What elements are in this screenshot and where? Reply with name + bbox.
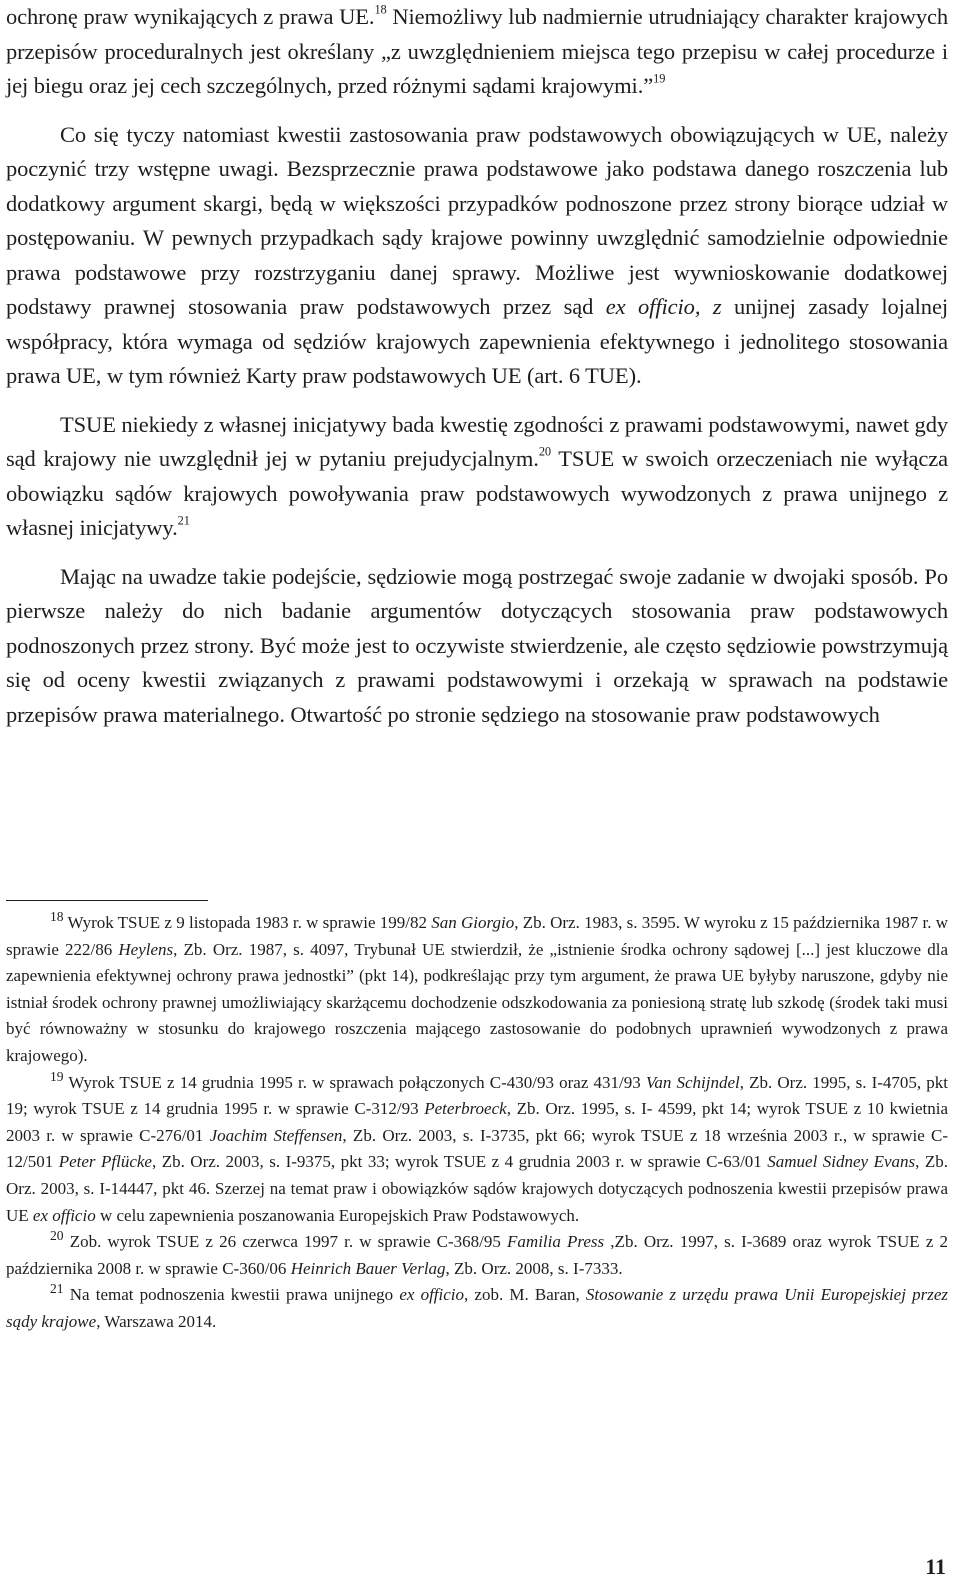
text-run: , Zb. Orz. 2003, s. I-9375, pkt 33; wyrok TSUE z 4 grudnia 2003 r. w sprawie C-63/01 xyxy=(151,1152,768,1172)
footnote-number: 21 xyxy=(50,1281,64,1297)
text-run: , Warszawa 2014. xyxy=(96,1311,217,1331)
text-run: Co się tyczy natomiast kwestii zastosowania praw podstawowych obowiązujących w UE, należy poczynić trzy wstępne uwagi. Bezsprzecznie prawa podstawowe jako podstawa danego roszczenia lub dodatkowy argument skargi, będą w większości przypadków podnoszone przez strony biorące udział w postępowaniu. W pewnych przypadkach sądy krajowe powinny uwzględnić samodzielnie odpowiednie prawa podstawowe przy rozstrzyganiu danej sprawy. Możliwe jest wywnioskowanie dodatkowej podstawy prawnej stosowania praw podstawowych przez sąd xyxy=(6,121,948,319)
footnote-ref-19[interactable]: 19 xyxy=(653,71,666,86)
paragraph-3 xyxy=(6,408,948,546)
italic-text: Peter Pflücke xyxy=(58,1152,152,1172)
text-run: , zob. M. Baran, xyxy=(464,1285,586,1305)
text-run: Wyrok TSUE z 9 listopada 1983 r. w sprawie 199/82 xyxy=(63,913,432,932)
text-run: Mając na uwadze takie podejście, sędziowie mogą postrzegać swoje zadanie w dwojaki sposób. Po pierwsze należy do nich badanie argumentów dotyczących stosowania praw podstawowych podnoszonych przez strony. Być może jest to oczywiste stwierdzenie, ale często sędziowie powstrzymują się od oceny kwestii związanych z prawami podstawowymi i orzekają w sprawach na podstawie przepisów prawa materialnego. Otwartość po stronie sędziego na stosowanie praw podstawowych xyxy=(6,563,948,727)
text-run: , Zb. Orz. 1995, s. I- 4599, pkt 14; wyrok TSUE z 10 kwietnia 2003 r. w sprawie C-276/01 xyxy=(6,1099,949,1145)
main-text xyxy=(6,0,948,732)
text-run: ochronę praw wynikających z prawa UE. xyxy=(6,4,375,29)
text-run: , Zb. Orz. 2003, s. I-3735, pkt 66; wyrok TSUE z 18 września 2003 r., w sprawie C-12/501 xyxy=(6,1125,949,1172)
text-run: w celu zapewnienia poszanowania Europejskich Praw Podstawowych. xyxy=(95,1205,580,1225)
footnote-21 xyxy=(6,1282,948,1335)
italic-text: Samuel Sidney Evans xyxy=(767,1152,916,1172)
paragraph-1 xyxy=(6,0,948,104)
italic-text: Familia Press xyxy=(507,1232,605,1252)
text-run: Zob. wyrok TSUE z 26 czerwca 1997 r. w sprawie C-368/95 xyxy=(63,1232,508,1252)
text-run: , Zb. Orz. 2008, s. I-7333. xyxy=(445,1258,623,1278)
paragraph-2 xyxy=(6,118,948,394)
text-run: TSUE niekiedy z własnej inicjatywy bada kwestię zgodności z prawami podstawowymi, nawet gdy sąd krajowy nie uwzględnił jej w pytaniu prejudycjalnym. xyxy=(6,411,948,471)
footnotes xyxy=(6,910,948,1336)
italic-text: ex officio xyxy=(399,1285,465,1305)
text-run: Wyrok TSUE z 14 grudnia 1995 r. w sprawach połączonych C-430/93 oraz 431/93 xyxy=(63,1072,646,1092)
footnote-19 xyxy=(6,1070,948,1230)
text-run: unijnej zasady lojalnej współpracy, która wymaga od sędziów krajowych zapewnienia efektywnego i jednolitego stosowania prawa UE, w tym również Karty praw podstawowych UE (art. 6 TUE). xyxy=(6,294,948,388)
paragraph-4 xyxy=(6,560,948,733)
italic-text: Joachim Steffensen xyxy=(209,1125,343,1145)
italic-text: San Giorgio xyxy=(431,913,515,932)
text-run: Niemożliwy lub nadmiernie utrudniający charakter krajowych przepisów proceduralnych jest określany „z uwzględnieniem miejsca tego przepisu w całej procedurze i jej biegu oraz jej cech szczególnych, przed różnymi sądami krajowymi.” xyxy=(6,4,949,98)
text-run: , Zb. Orz. 1987, s. 4097, Trybunał UE stwierdził, że „istnienie środka ochrony sądowej [...] jest kluczowe dla zapewnienia efektywnej ochrony prawa jednostki” (pkt 14), podkreślając przy tym argument, że prawa UE byłyby naruszone, gdyby nie istniał środek ochrony prawnej umożliwiający skarżącemu dochodzenie odszkodowania za poniesioną stratę lub szkodę (środek taki musi być równoważny w stosunku do krajowego roszczenia mającego zastosowanie do podobnych uprawnień wywodzonych z prawa krajowego). xyxy=(6,939,948,1065)
italic-text: Heinrich Bauer Verlag xyxy=(290,1258,446,1278)
text-run: , Zb. Orz. 2003, s. I-14447, pkt 46. Szerzej na temat praw i obowiązków sądów krajowych dotyczących podnoszenia kwestii przepisów prawa UE xyxy=(6,1152,949,1225)
text-run: TSUE w swoich orzeczeniach nie wyłącza obowiązku sądów krajowych powoływania praw podstawowych wywodzonych z prawa unijnego z własnej inicjatywy. xyxy=(6,446,948,540)
italic-text: ex officio xyxy=(32,1205,96,1225)
italic-text: Van Schijndel xyxy=(645,1072,740,1092)
text-run: ,Zb. Orz. 1997, s. I-3689 oraz wyrok TSUE z 2 października 2008 r. w sprawie C-360/06 xyxy=(6,1232,949,1278)
footnote-number: 19 xyxy=(50,1068,64,1084)
footnote-separator xyxy=(6,900,208,901)
footnote-number: 20 xyxy=(50,1228,64,1244)
footnote-18 xyxy=(6,910,948,1070)
footnote-20 xyxy=(6,1229,948,1282)
footnote-ref-20[interactable]: 20 xyxy=(538,444,552,459)
footnote-ref-21[interactable]: 21 xyxy=(177,513,190,528)
italic-text: Heylens xyxy=(118,939,174,959)
text-run: Na temat podnoszenia kwestii prawa unijnego xyxy=(63,1285,400,1305)
text-run: , Zb. Orz. 1983, s. 3595. W wyroku z 15 października 1987 r. w sprawie 222/86 xyxy=(6,913,948,959)
italic-text: Stosowanie z urzędu prawa Unii Europejskiej przez sądy krajowe xyxy=(6,1285,948,1331)
footnote-ref-18[interactable]: 18 xyxy=(374,2,387,17)
italic-text: ex officio, z xyxy=(605,294,722,319)
page-number: 11 xyxy=(925,1554,946,1579)
text-run: , Zb. Orz. 1995, s. I-4705, pkt 19; wyrok TSUE z 14 grudnia 1995 r. w sprawie C-312/93 xyxy=(6,1072,949,1119)
footnote-number: 18 xyxy=(50,909,64,925)
italic-text: Peterbroeck xyxy=(424,1099,507,1119)
